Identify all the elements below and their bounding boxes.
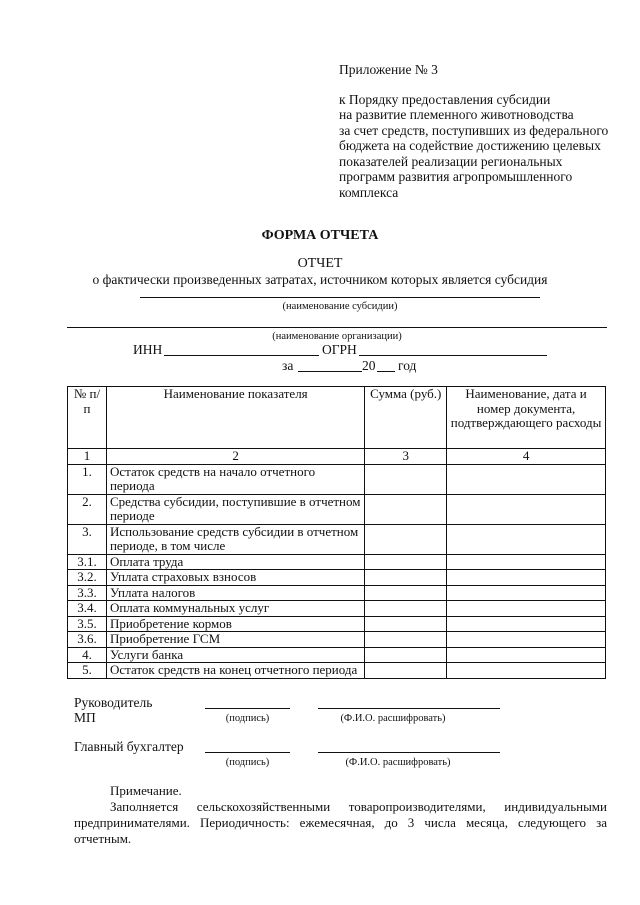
head-name-caption: (Ф.И.О. расшифровать) bbox=[340, 713, 446, 724]
row-indicator: Остаток средств на конец отчетного периода bbox=[106, 663, 364, 679]
note-title: Примечание. bbox=[110, 783, 182, 798]
table-row bbox=[68, 494, 606, 524]
mp-label: МП bbox=[74, 710, 96, 725]
appendix-line: за счет средств, поступивших из федерального bbox=[339, 122, 609, 138]
row-document-cell[interactable] bbox=[447, 663, 606, 679]
header-sum: Сумма (руб.) bbox=[365, 387, 447, 449]
head-signature-caption: (подпись) bbox=[225, 713, 270, 724]
appendix-line: к Порядку предоставления субсидии bbox=[339, 91, 551, 107]
ogrn-label: ОГРН bbox=[322, 342, 357, 357]
table-row bbox=[68, 616, 606, 632]
row-sum-cell[interactable] bbox=[365, 632, 447, 648]
row-document-cell[interactable] bbox=[447, 632, 606, 648]
row-document-cell[interactable] bbox=[447, 647, 606, 663]
header-document: Наименование, дата и номер документа, подтверждающего расходы bbox=[447, 387, 606, 449]
row-document-cell[interactable] bbox=[447, 494, 606, 524]
accountant-label: Главный бухгалтер bbox=[74, 739, 184, 754]
accountant-name-caption: (Ф.И.О. расшифровать) bbox=[345, 757, 451, 768]
period-prefix: за bbox=[282, 358, 294, 373]
table-row bbox=[68, 554, 606, 570]
period-field[interactable] bbox=[298, 371, 362, 372]
appendix-title: Приложение № 3 bbox=[339, 62, 438, 77]
row-document-cell[interactable] bbox=[447, 616, 606, 632]
row-number: 3.3. bbox=[68, 585, 107, 601]
row-number: 3. bbox=[68, 524, 107, 554]
row-sum-cell[interactable] bbox=[365, 554, 447, 570]
organization-name-line[interactable] bbox=[67, 327, 607, 328]
col-number-cell: 3 bbox=[365, 449, 447, 465]
form-title: ФОРМА ОТЧЕТА bbox=[261, 228, 379, 243]
row-indicator: Остаток средств на начало отчетного периода bbox=[106, 464, 364, 494]
row-sum-cell[interactable] bbox=[365, 570, 447, 586]
row-sum-cell[interactable] bbox=[365, 524, 447, 554]
report-title: ОТЧЕТ bbox=[297, 256, 343, 271]
row-indicator: Приобретение кормов bbox=[106, 616, 364, 632]
row-document-cell[interactable] bbox=[447, 601, 606, 617]
row-number: 3.1. bbox=[68, 554, 107, 570]
row-document-cell[interactable] bbox=[447, 585, 606, 601]
row-number: 3.4. bbox=[68, 601, 107, 617]
header-number: № п/п bbox=[68, 387, 107, 449]
row-indicator: Услуги банка bbox=[106, 647, 364, 663]
note-block bbox=[74, 783, 607, 847]
appendix-line: на развитие племенного животноводства bbox=[339, 107, 574, 122]
row-number: 4. bbox=[68, 647, 107, 663]
appendix-line: программ развития агропромышленного bbox=[339, 169, 573, 184]
period-year: 20 bbox=[362, 358, 376, 373]
row-indicator: Приобретение ГСМ bbox=[106, 632, 364, 648]
table-row bbox=[68, 570, 606, 586]
table-row bbox=[68, 632, 606, 648]
row-document-cell[interactable] bbox=[447, 524, 606, 554]
subsidy-name-line[interactable] bbox=[140, 297, 540, 298]
row-indicator: Оплата коммунальных услуг bbox=[106, 601, 364, 617]
row-number: 3.5. bbox=[68, 616, 107, 632]
table-row bbox=[68, 585, 606, 601]
header-indicator: Наименование показателя bbox=[106, 387, 364, 449]
row-sum-cell[interactable] bbox=[365, 663, 447, 679]
row-number: 3.2. bbox=[68, 570, 107, 586]
table-row bbox=[68, 647, 606, 663]
row-indicator: Уплата налогов bbox=[106, 585, 364, 601]
appendix-line: комплекса bbox=[339, 184, 399, 200]
col-number-cell: 2 bbox=[106, 449, 364, 465]
head-label: Руководитель bbox=[74, 695, 153, 710]
organization-caption: (наименование организации) bbox=[272, 331, 402, 342]
row-indicator: Использование средств субсидии в отчетном периоде, в том числе bbox=[106, 524, 364, 554]
row-number: 5. bbox=[68, 663, 107, 679]
report-subtitle: о фактически произведенных затратах, источником которых является субсидия bbox=[92, 272, 548, 287]
row-sum-cell[interactable] bbox=[365, 601, 447, 617]
accountant-signature-caption: (подпись) bbox=[225, 757, 270, 768]
inn-field[interactable] bbox=[164, 355, 319, 356]
row-sum-cell[interactable] bbox=[365, 494, 447, 524]
head-name-field[interactable] bbox=[318, 708, 500, 709]
note-text: Заполняется сельскохозяйственными товаропроизводителями, индивидуальными предпринимателями. Периодичность: ежемесячная, до 3 числа месяца, следующего за отчетным. bbox=[74, 799, 607, 846]
row-number: 2. bbox=[68, 494, 107, 524]
row-sum-cell[interactable] bbox=[365, 464, 447, 494]
accountant-name-field[interactable] bbox=[318, 752, 500, 753]
table-row bbox=[68, 524, 606, 554]
table-row bbox=[68, 464, 606, 494]
subsidy-caption: (наименование субсидии) bbox=[282, 301, 398, 312]
row-sum-cell[interactable] bbox=[365, 647, 447, 663]
appendix-block bbox=[339, 62, 629, 200]
inn-label: ИНН bbox=[133, 342, 163, 357]
col-number-cell: 4 bbox=[447, 449, 606, 465]
appendix-line: бюджета на содействие достижению целевых bbox=[339, 138, 601, 153]
report-table bbox=[67, 386, 606, 679]
row-sum-cell[interactable] bbox=[365, 585, 447, 601]
row-number: 1. bbox=[68, 464, 107, 494]
head-signature-field[interactable] bbox=[205, 708, 290, 709]
row-indicator: Средства субсидии, поступившие в отчетном периоде bbox=[106, 494, 364, 524]
row-indicator: Уплата страховых взносов bbox=[106, 570, 364, 586]
row-document-cell[interactable] bbox=[447, 570, 606, 586]
row-number: 3.6. bbox=[68, 632, 107, 648]
year-field[interactable] bbox=[377, 371, 395, 372]
row-sum-cell[interactable] bbox=[365, 616, 447, 632]
row-indicator: Оплата труда bbox=[106, 554, 364, 570]
period-suffix: год bbox=[398, 358, 417, 373]
row-document-cell[interactable] bbox=[447, 554, 606, 570]
ogrn-field[interactable] bbox=[359, 355, 547, 356]
col-number-cell: 1 bbox=[68, 449, 107, 465]
table-row bbox=[68, 663, 606, 679]
row-document-cell[interactable] bbox=[447, 464, 606, 494]
appendix-line: показателей реализации региональных bbox=[339, 153, 563, 169]
accountant-signature-field[interactable] bbox=[205, 752, 290, 753]
table-row bbox=[68, 601, 606, 617]
